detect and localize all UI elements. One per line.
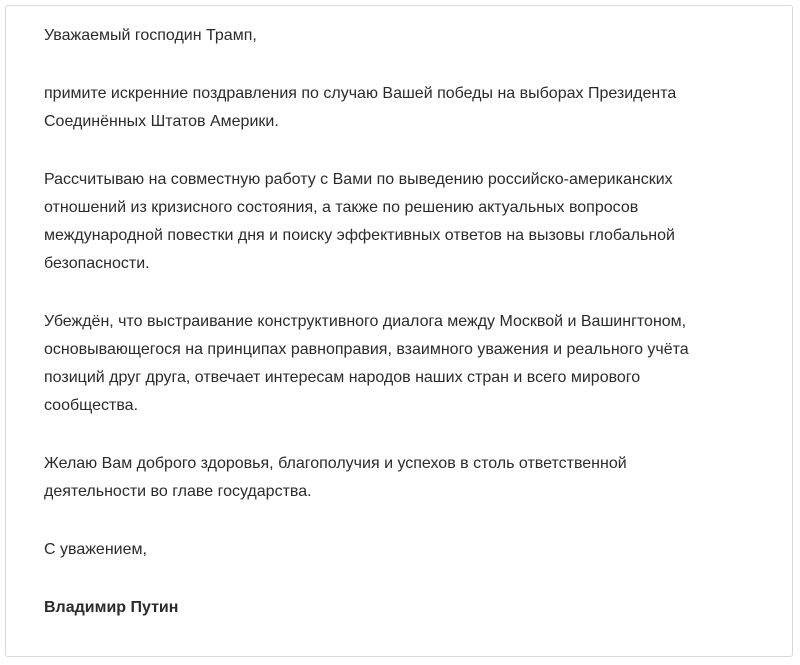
letter-line: сообщества.	[44, 397, 139, 414]
letter-line: Рассчитываю на совместную работу с Вами по выведению российско-американских	[44, 171, 673, 188]
letter-line: Уважаемый господин Трамп,	[44, 27, 257, 44]
letter-paragraph-3	[44, 308, 789, 420]
letter-line: Убеждён, что выстраивание конструктивного диалога между Москвой и Вашингтоном,	[44, 313, 687, 330]
letter-line: позиций друг друга, отвечает интересам народов наших стран и всего мирового	[44, 369, 641, 386]
letter-line: Соединённых Штатов Америки.	[44, 113, 279, 130]
letter-line: отношений из кризисного состояния, а также по решению актуальных вопросов	[44, 199, 639, 216]
letter-frame	[5, 5, 793, 657]
letter-line: Владимир Путин	[44, 599, 179, 616]
letter-line: Желаю Вам доброго здоровья, благополучия и успехов в столь ответственной	[44, 455, 627, 472]
letter-line: деятельности во главе государства.	[44, 483, 312, 500]
letter-paragraph-1	[44, 80, 789, 136]
letter-line: основывающегося на принципах равноправия, взаимного уважения и реального учёта	[44, 341, 689, 358]
letter-closing	[44, 536, 789, 564]
letter-paragraph-4	[44, 450, 789, 506]
letter-signature	[44, 594, 789, 622]
letter-body	[44, 22, 789, 622]
letter-greeting	[44, 22, 789, 50]
letter-line: международной повестки дня и поиску эффективных ответов на вызовы глобальной	[44, 227, 675, 244]
letter-line: примите искренние поздравления по случаю Вашей победы на выборах Президента	[44, 85, 677, 102]
letter-line: С уважением,	[44, 541, 147, 558]
letter-paragraph-2	[44, 166, 789, 278]
letter-line: безопасности.	[44, 255, 150, 272]
